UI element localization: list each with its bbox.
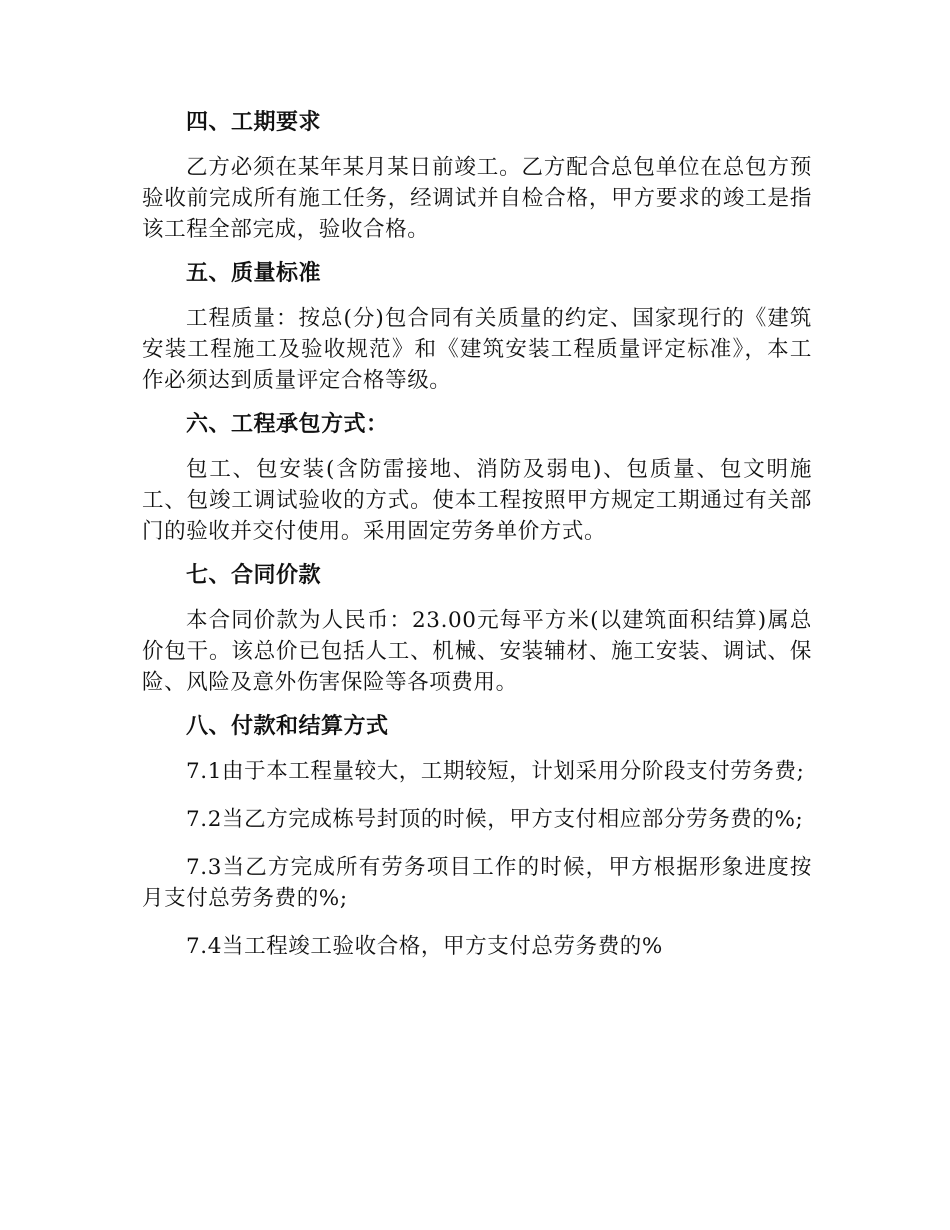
section-heading: 五、质量标准 [186,261,322,286]
payment-clause-7-4: 7.4当工程竣工验收合格，甲方支付总劳务费的% [186,934,663,959]
section-contract-price [142,561,812,698]
section-paragraph: 包工、包安装(含防雷接地、消防及弱电)、包质量、包文明施工、包竣工调试验收的方式。使本工程按照甲方规定工期通过有关部门的验收并交付使用。采用固定劳务单价方式。 [142,457,812,544]
payment-clause-7-3: 7.3当乙方完成所有劳务项目工作的时候，甲方根据形象进度按月支付总劳务费的%; [142,855,812,911]
payment-clause-7-2: 7.2当乙方完成栋号封顶的时候，甲方支付相应部分劳务费的%; [186,807,804,832]
payment-clause-7-1: 7.1由于本工程量较大，工期较短，计划采用分阶段支付劳务费; [186,759,805,784]
section-paragraph: 本合同价款为人民币：23.00元每平方米(以建筑面积结算)属总价包干。该总价已包括人工、机械、安装辅材、施工安装、调试、保险、风险及意外伤害保险等各项费用。 [142,608,812,695]
section-construction-period [142,108,812,245]
section-heading: 六、工程承包方式： [186,412,389,437]
section-heading: 七、合同价款 [186,563,322,588]
section-heading: 四、工期要求 [186,110,322,135]
section-paragraph: 乙方必须在某年某月某日前竣工。乙方配合总包单位在总包方预验收前完成所有施工任务，经调试并自检合格，甲方要求的竣工是指该工程全部完成，验收合格。 [142,155,812,242]
document-body [142,108,812,979]
section-payment-settlement [142,712,812,962]
section-paragraph: 工程质量：按总(分)包合同有关质量的约定、国家现行的《建筑安装工程施工及验收规范》和《建筑安装工程质量评定标准》，本工作必须达到质量评定合格等级。 [142,306,812,393]
section-quality-standard [142,259,812,396]
section-heading: 八、付款和结算方式 [186,714,389,739]
section-contracting-method [142,410,812,547]
